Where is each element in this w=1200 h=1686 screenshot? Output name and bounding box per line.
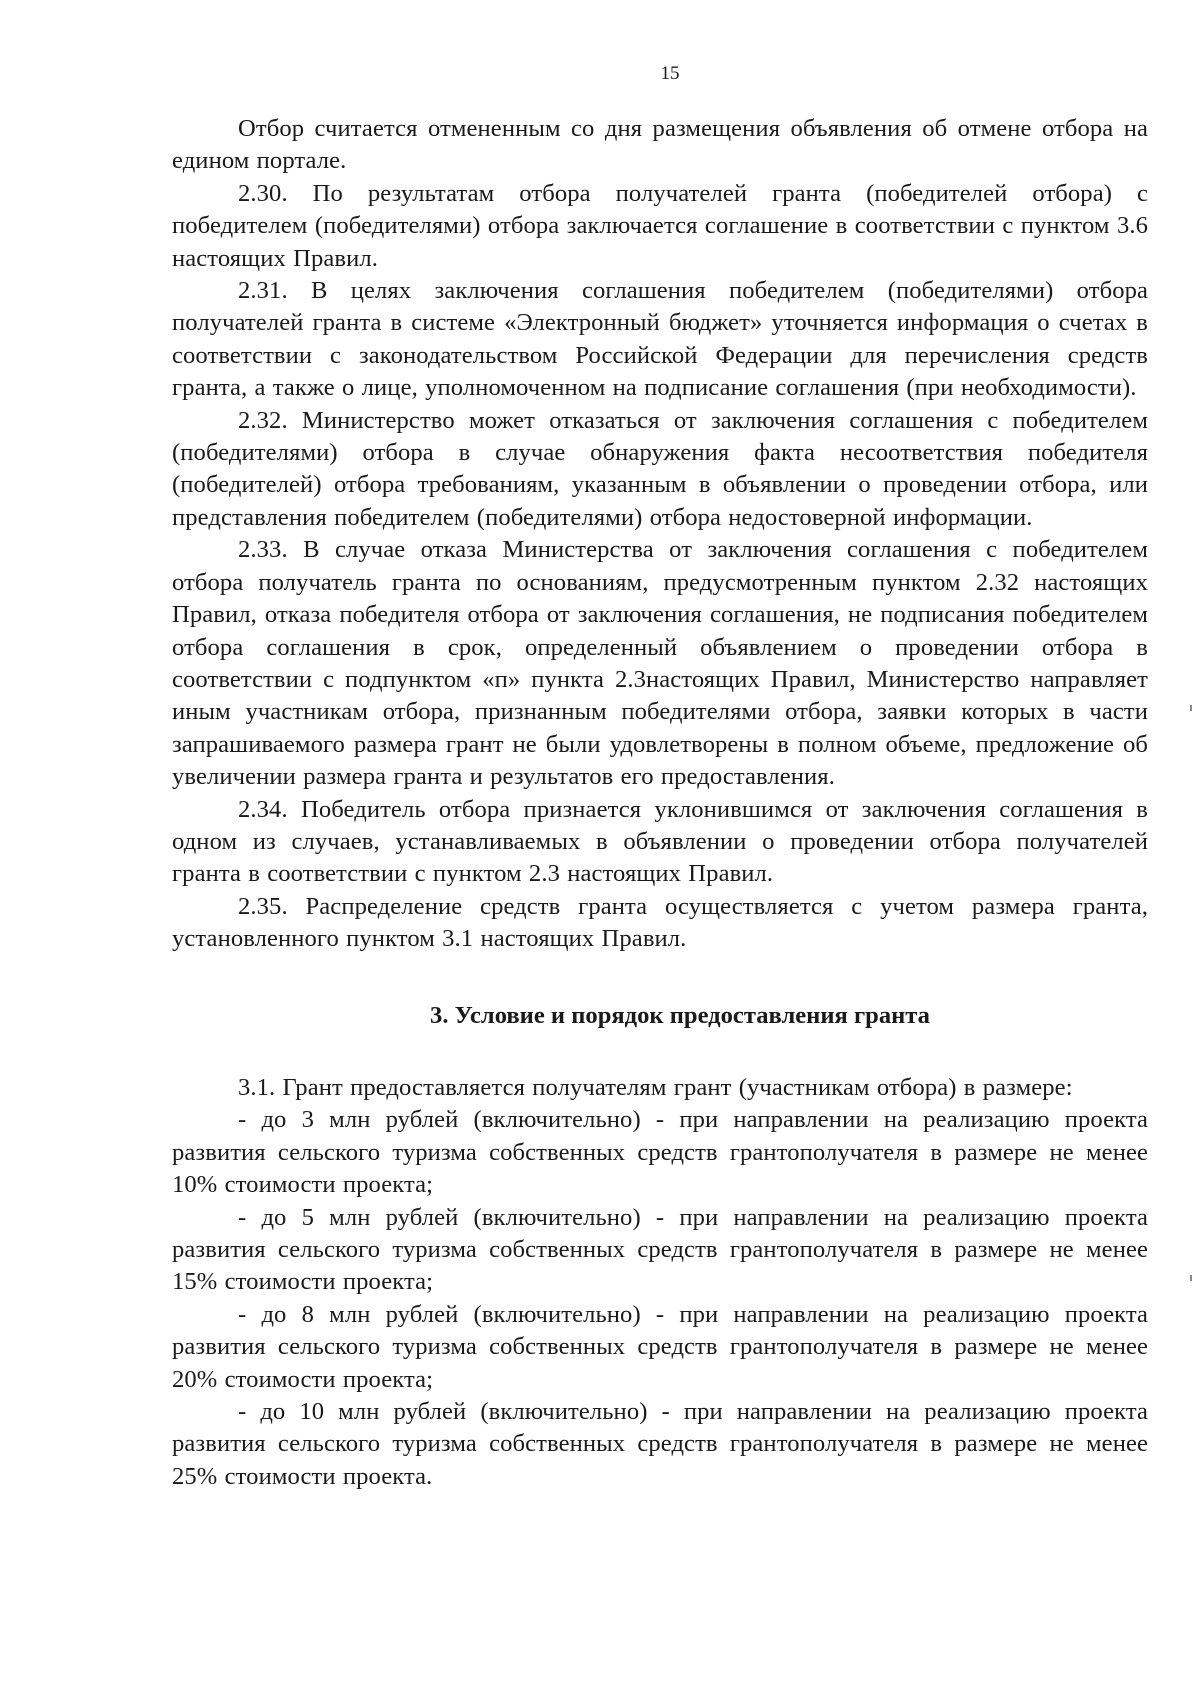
- section-heading: 3. Условие и порядок предоставления гранта: [430, 1001, 930, 1029]
- page-number: 15: [660, 63, 680, 84]
- scan-margin-mark: [1190, 705, 1192, 711]
- paragraph-2-32: 2.32. Министерство может отказаться от заключения соглашения с победителем (победителями) отбора в случае обнаружения факта несоответствия победителя (победителей) отбора требованиям, указанным в объявлении о проведении отбора, или представления победителем (победителями) отбора недостоверной информации.: [172, 406, 1148, 531]
- paragraph-2-35: 2.35. Распределение средств гранта осуществляется с учетом размера гранта, установленного пунктом 3.1 настоящих Правил.: [172, 892, 1148, 953]
- paragraph-cancellation: Отбор считается отмененным со дня размещения объявления об отмене отбора на едином портале.: [172, 115, 1148, 175]
- paragraph-2-34: 2.34. Победитель отбора признается уклонившимся от заключения соглашения в одном из случаев, устанавливаемых в объявлении о проведении отбора получателей гранта в соответствии с пунктом 2.3 настоящих Правил.: [172, 795, 1148, 888]
- paragraph-3-1: 3.1. Грант предоставляется получателям грант (участникам отбора) в размере:: [238, 1073, 1073, 1101]
- list-item-grant-8mln: - до 8 млн рублей (включительно) - при направлении на реализацию проекта развития сельского туризма собственных средств грантополучателя в размере не менее 20% стоимости проекта;: [172, 1300, 1148, 1393]
- paragraph-2-30: 2.30. По результатам отбора получателей гранта (победителей отбора) с победителем (победителями) отбора заключается соглашение в соответствии с пунктом 3.6 настоящих Правил.: [172, 179, 1148, 272]
- scan-margin-mark: [1190, 1275, 1192, 1281]
- list-item-grant-10mln: - до 10 млн рублей (включительно) - при направлении на реализацию проекта развития сельского туризма собственных средств грантополучателя в размере не менее 25% стоимости проекта.: [172, 1398, 1148, 1490]
- paragraph-2-33: 2.33. В случае отказа Министерства от заключения соглашения с победителем отбора получатель гранта по основаниям, предусмотренным пунктом 2.32 настоящих Правил, отказа победителя отбора от заключения соглашения, не подписания победителем отбора соглашения в срок, определенный объявлением о проведении отбора в соответствии с подпунктом «п» пункта 2.3настоящих Правил, Министерство направляет иным участникам отбора, признанным победителями отбора, заявки которых в части запрашиваемого размера грант не были удовлетворены в полном объеме, предложение об увеличении размера гранта и результатов его предоставления.: [172, 536, 1148, 791]
- list-item-grant-3mln: - до 3 млн рублей (включительно) - при направлении на реализацию проекта развития сельского туризма собственных средств грантополучателя в размере не менее 10% стоимости проекта;: [172, 1106, 1148, 1199]
- paragraph-2-31: 2.31. В целях заключения соглашения победителем (победителями) отбора получателей гранта в системе «Электронный бюджет» уточняется информация о счетах в соответствии с законодательством Российской Федерации для перечисления средств гранта, а также о лице, уполномоченном на подписание соглашения (при необходимости).: [172, 277, 1148, 402]
- list-item-grant-5mln: - до 5 млн рублей (включительно) - при направлении на реализацию проекта развития сельского туризма собственных средств грантополучателя в размере не менее 15% стоимости проекта;: [172, 1203, 1148, 1296]
